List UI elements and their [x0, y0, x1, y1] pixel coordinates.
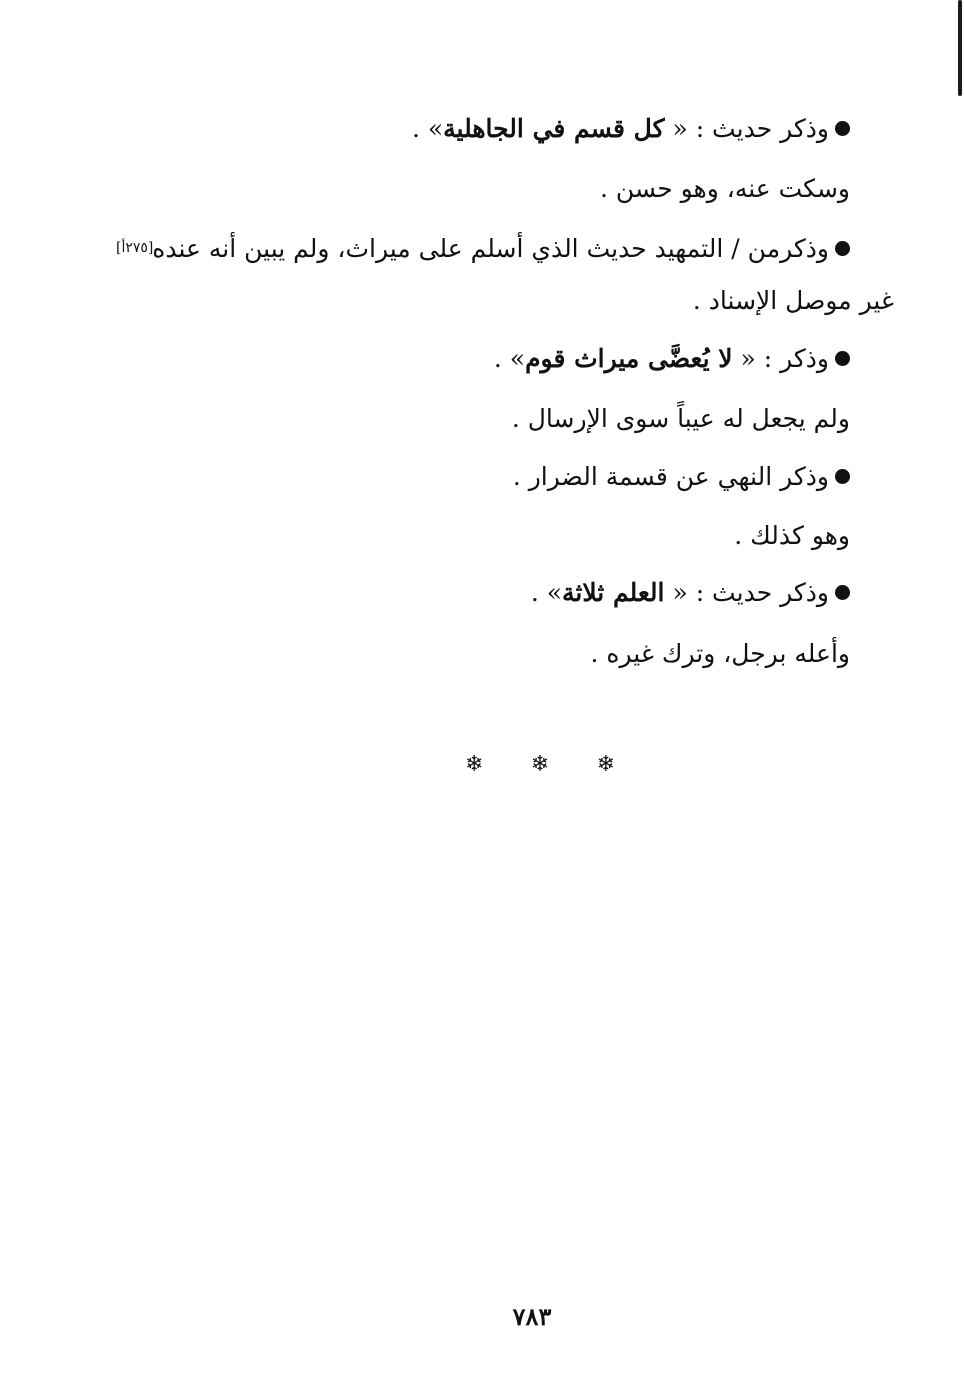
- snowflake-icon: ❄: [530, 752, 550, 777]
- entry-line: [152, 232, 850, 266]
- entry-lead: وذكر : «: [732, 344, 829, 373]
- continuation-text: غير موصل الإسناد .: [692, 286, 894, 315]
- hadith-title: كل قسم في الجاهلية: [443, 114, 665, 143]
- entry-lead: وذكر حديث : «: [664, 114, 829, 143]
- scan-edge-mark: [958, 0, 962, 96]
- comment-line: [512, 402, 850, 436]
- entry-line: [494, 342, 850, 376]
- entry-tail: » .: [411, 114, 444, 143]
- comment-text: وسكت عنه، وهو حسن .: [600, 174, 850, 203]
- comment-line: [600, 172, 850, 206]
- entry-tail: » .: [530, 578, 563, 607]
- comment-line: [734, 519, 850, 553]
- entry-lead: وذكر النهي عن قسمة الضرار .: [512, 462, 829, 491]
- entry-line: [412, 112, 850, 146]
- bullet-icon: [835, 241, 850, 256]
- comment-text: وأعله برجل، وترك غيره .: [590, 639, 850, 668]
- snowflake-icon: ❄: [465, 752, 484, 777]
- comment-line: [591, 637, 851, 671]
- hadith-title: العلم ثلاثة: [562, 578, 665, 607]
- bullet-icon: [835, 121, 850, 136]
- bullet-icon: [835, 469, 850, 484]
- comment-text: وهو كذلك .: [734, 521, 850, 550]
- comment-text: ولم يجعل له عيباً سوى الإرسال .: [511, 404, 850, 433]
- section-separator: [465, 752, 615, 778]
- margin-folio-reference: [٢٧٥أ]: [116, 240, 154, 256]
- snowflake-icon: ❄: [596, 752, 615, 777]
- entry-tail: » .: [493, 344, 526, 373]
- entry-line: [531, 576, 850, 610]
- entry-line: [513, 460, 850, 494]
- entry-lead: وذكرمن / التمهيد حديث الذي أسلم على ميراث، ولم يبين أنه عنده: [152, 234, 829, 263]
- continuation-line: [693, 284, 894, 318]
- hadith-title: لا يُعضَّى ميراث قوم: [525, 344, 733, 373]
- bullet-icon: [835, 585, 850, 600]
- page-number: ٧٨٣: [512, 1302, 552, 1331]
- bullet-icon: [835, 351, 850, 366]
- entry-lead: وذكر حديث : «: [664, 578, 829, 607]
